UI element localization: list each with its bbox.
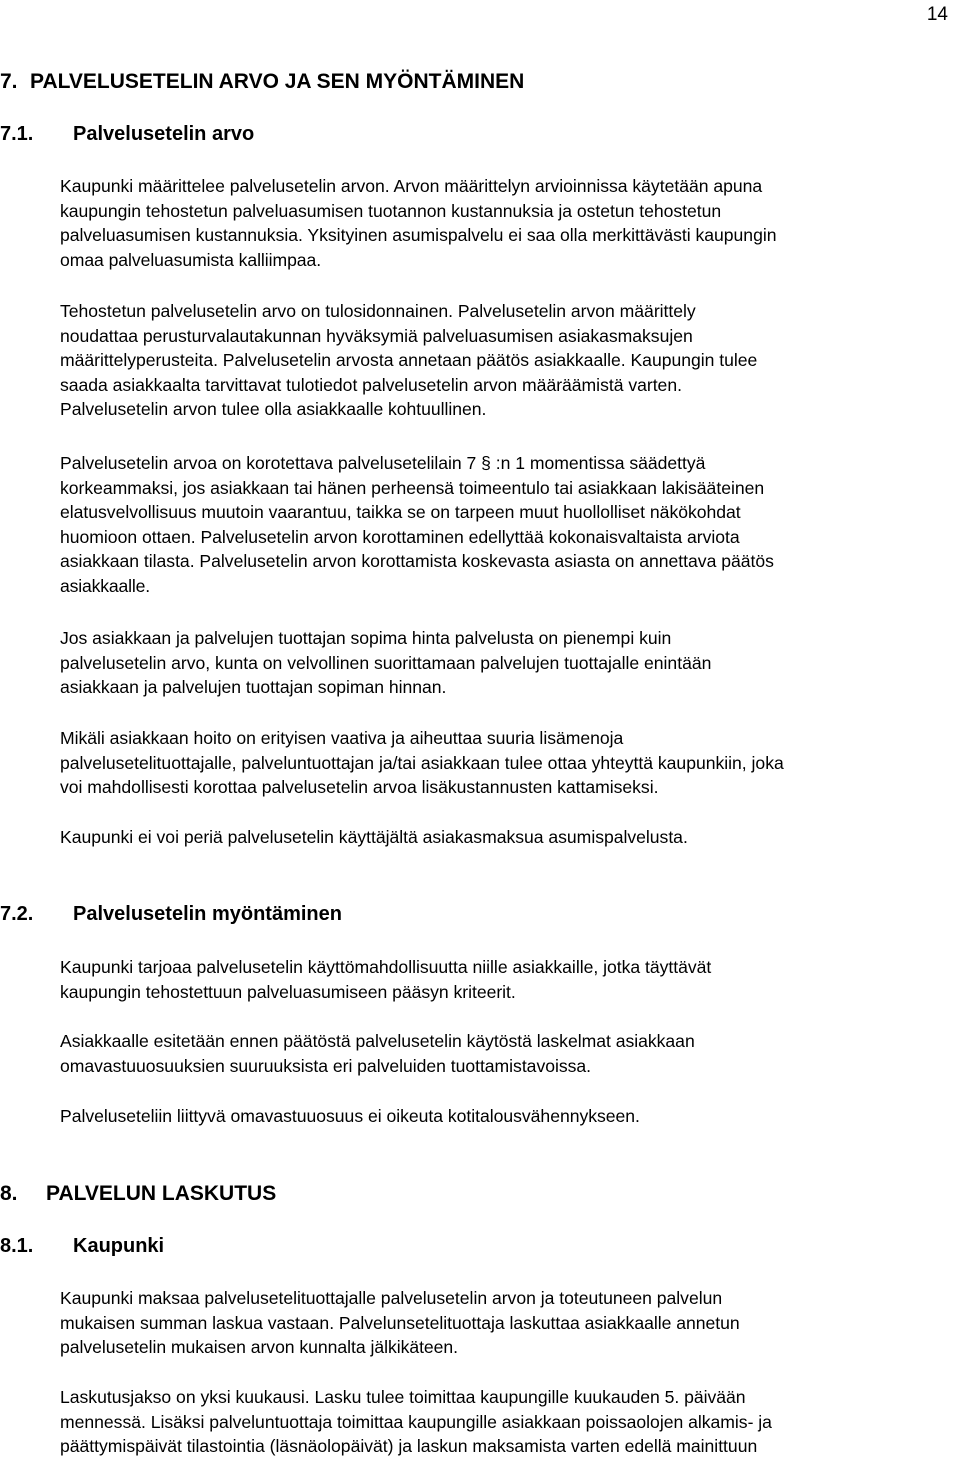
section-title: Kaupunki <box>73 1235 165 1257</box>
paragraph <box>60 1286 960 1360</box>
text-line: asiakkaan ja palvelujen tuottajan sopiman hinnan. <box>60 677 447 698</box>
text-line: Asiakkaalle esitetään ennen päätöstä palvelusetelin käytöstä laskelmat asiakkaan <box>60 1031 695 1051</box>
text-line: Laskutusjakso on yksi kuukausi. Lasku tulee toimittaa kaupungille kuukauden 5. päivään <box>60 1387 746 1407</box>
text-line: kaupungin tehostetun palveluasumisen tuotannon kustannuksia ja ostetun tehostetun <box>60 200 722 221</box>
text-line: huomioon ottaen. Palvelusetelin arvon korottaminen edellyttää kokonaisvaltaista arviota <box>60 526 740 547</box>
text-line: palveluasumisen kustannuksia. Yksityinen asumispalvelu ei saa olla merkittävästi kaupungin <box>60 225 777 246</box>
section-title: Palvelusetelin arvo <box>73 123 255 145</box>
text-line: palvelusetelin mukaisen arvon kunnalta jälkikäteen. <box>60 1337 459 1358</box>
text-line: Palvelusetelin arvoa on korotettava palvelusetelilain 7 § :n 1 momentissa säädettyä <box>60 453 706 473</box>
text-line: määrittelyperusteita. Palvelusetelin arvosta annetaan päätös asiakkaalle. Kaupungin tulee <box>60 350 758 371</box>
page-number: 14 <box>926 4 948 25</box>
text-line: mennessä. Lisäksi palveluntuottaja toimittaa kaupungille asiakkaan poissaolojen alkamis- ja <box>60 1411 772 1432</box>
paragraph <box>60 726 960 800</box>
text-line: asiakkaan tilasta. Palvelusetelin arvon korottamista koskevasta asiasta on annettava päätös <box>60 551 774 572</box>
text-line: omaa palveluasumista kalliimpaa. <box>60 249 322 270</box>
section-title: PALVELUN LASKUTUS <box>46 1182 277 1205</box>
text-line: päättymispäivät tilastointia (läsnäolopäivät) ja laskun maksamista varten edellä mainittuun <box>60 1436 758 1457</box>
paragraph <box>60 955 960 1004</box>
text-line: Tehostetun palvelusetelin arvo on tulosidonnainen. Palvelusetelin arvon määrittely <box>60 301 696 321</box>
text-line: Mikäli asiakkaan hoito on erityisen vaativa ja aiheuttaa suuria lisämenoja <box>60 728 624 748</box>
paragraph <box>60 299 960 422</box>
paragraph <box>60 451 960 599</box>
text-line: mukaisen summan laskua vastaan. Palvelunsetelituottaja laskuttaa asiakkaalle annetun <box>60 1312 740 1333</box>
section-number: 7.2. <box>0 903 34 925</box>
text-line: Kaupunki ei voi periä palvelusetelin käyttäjältä asiakasmaksua asumispalvelusta. <box>60 827 688 847</box>
paragraph <box>60 174 960 272</box>
section-title: PALVELUSETELIN ARVO JA SEN MYÖNTÄMINEN <box>30 70 525 93</box>
section-title: Palvelusetelin myöntäminen <box>73 903 342 925</box>
text-line: kaupungin tehostettuun palveluasumiseen pääsyn kriteerit. <box>60 981 516 1002</box>
text-line: asiakkaalle. <box>60 575 150 596</box>
text-line: palvelusetelituottajalle, palveluntuottajan ja/tai asiakkaan tulee ottaa yhteyttä kaupunkiin, joka <box>60 752 784 773</box>
section-number: 7. <box>0 70 18 93</box>
text-line: Kaupunki maksaa palvelusetelituottajalle palvelusetelin arvon ja toteutuneen palvelun <box>60 1288 723 1308</box>
paragraph <box>60 1104 960 1129</box>
text-line: Palveluseteliin liittyvä omavastuuosuus ei oikeuta kotitalousvähennykseen. <box>60 1106 640 1126</box>
text-line: elatusvelvollisuus muutoin vaarantuu, taikka se on tarpeen muut huollolliset näkökohdat <box>60 502 741 523</box>
paragraph <box>60 825 960 850</box>
paragraph <box>60 1385 960 1459</box>
text-line: korkeammaksi, jos asiakkaan tai hänen perheensä toimeentulo tai asiakkaan lakisääteinen <box>60 477 765 498</box>
section-number: 8.1. <box>0 1235 34 1257</box>
text-line: noudattaa perusturvalautakunnan hyväksymiä palveluasumisen asiakasmaksujen <box>60 325 693 346</box>
paragraph <box>60 626 960 700</box>
text-line: Kaupunki tarjoaa palvelusetelin käyttömahdollisuutta niille asiakkaille, jotka täyttävät <box>60 957 712 977</box>
text-line: Palvelusetelin arvon tulee olla asiakkaalle kohtuullinen. <box>60 399 487 420</box>
section-number: 8. <box>0 1182 18 1205</box>
text-line: palvelusetelin arvo, kunta on velvollinen suorittamaan palvelujen tuottajalle enintään <box>60 652 712 673</box>
section-number: 7.1. <box>0 123 34 145</box>
paragraph <box>60 1029 960 1078</box>
text-line: Kaupunki määrittelee palvelusetelin arvon. Arvon määrittelyn arvioinnissa käytetään apuna <box>60 176 763 196</box>
text-line: Jos asiakkaan ja palvelujen tuottajan sopima hinta palvelusta on pienempi kuin <box>60 628 672 648</box>
text-line: omavastuuosuuksien suuruuksista eri palveluiden tuottamistavoissa. <box>60 1055 591 1076</box>
text-line: voi mahdollisesti korottaa palvelusetelin arvoa lisäkustannusten kattamiseksi. <box>60 777 659 798</box>
text-line: saada asiakkaalta tarvittavat tulotiedot palvelusetelin arvon määräämistä varten. <box>60 374 682 395</box>
